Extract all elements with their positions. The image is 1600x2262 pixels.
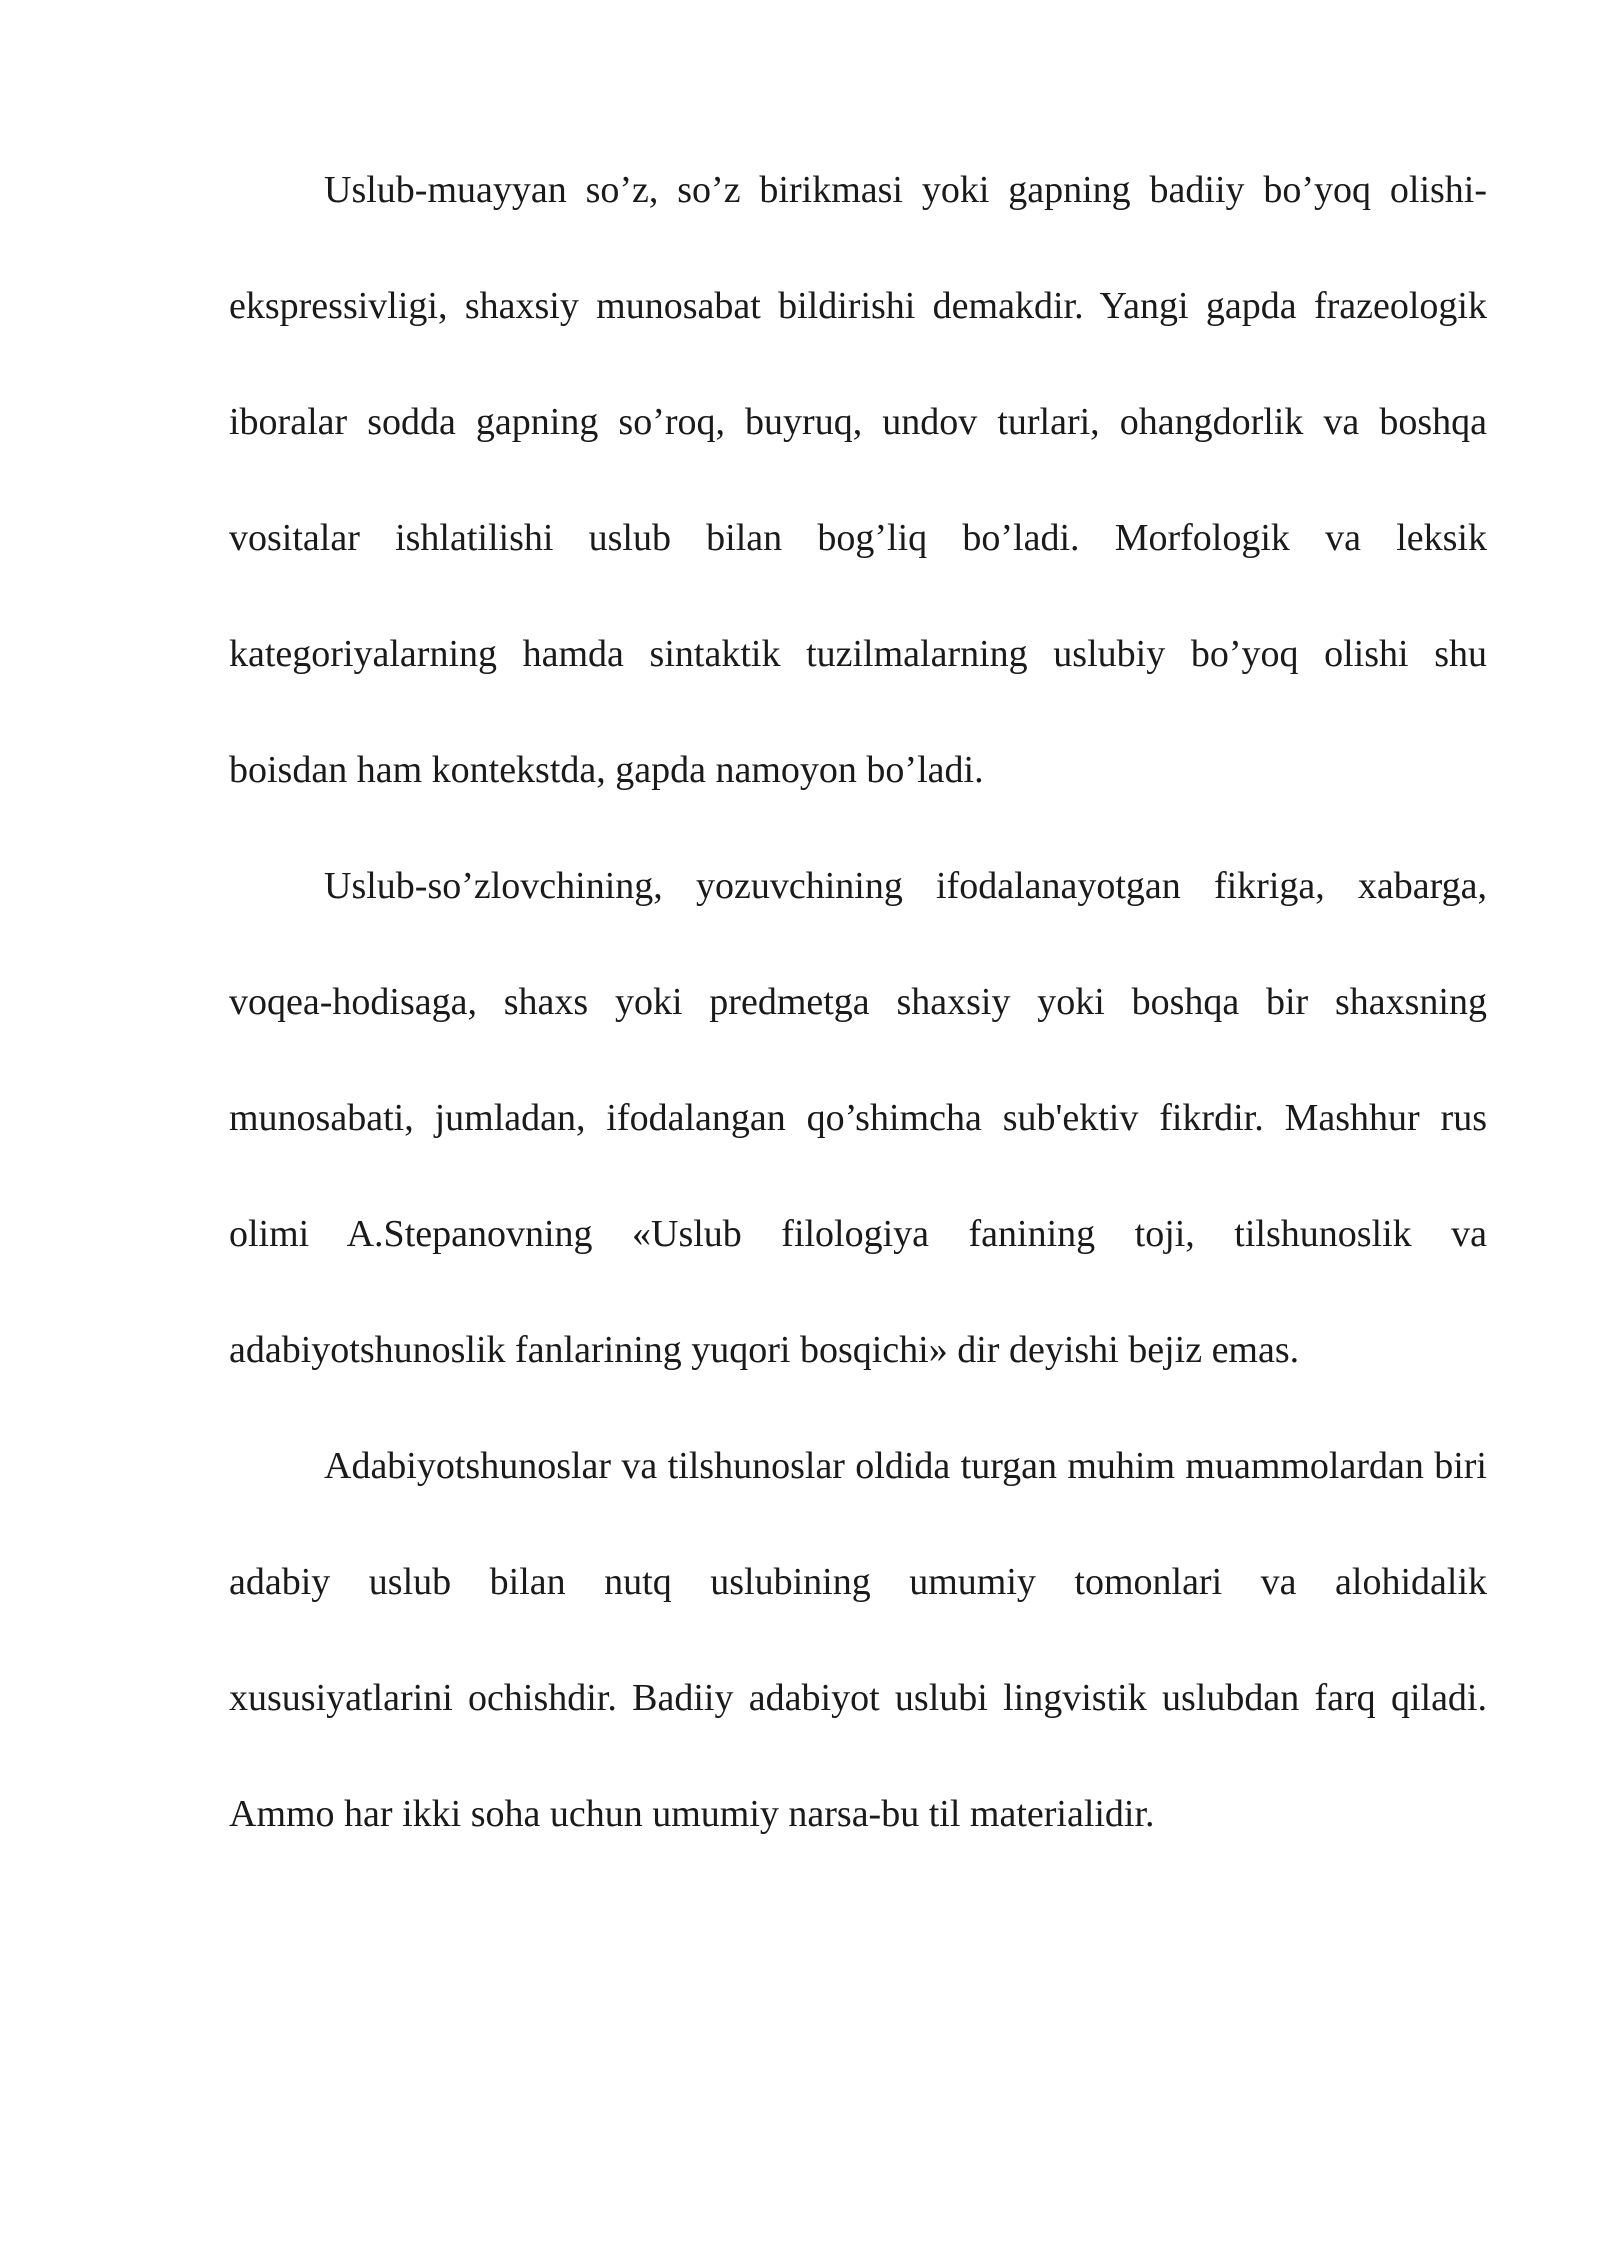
paragraph-uslub-speaker-attitude: Uslub-so’zlovchining, yozuvchining ifodalanayotgan fikriga, xabarga, voqea-hodisaga, shaxs yoki predmetga shaxsiy yoki boshqa bir shaxsning munosabati, jumladan, ifodalangan qo’shimcha sub'ektiv fikrdir. Mashhur rus olimi A.Stepanovning «Uslub filologiya fanining toji, tilshunoslik va adabiyotshunoslik fanlarining yuqori bosqichi» dir deyishi bejiz emas.: [229, 865, 1487, 1371]
paragraph-literary-vs-speech-style: Adabiyotshunoslar va tilshunoslar oldida turgan muhim muammolardan biri adabiy uslub bilan nutq uslubining umumiy tomonlari va alohidalik xususiyatlarini ochishdir. Badiiy adabiyot uslubi lingvistik uslubdan farq qiladi. Ammo har ikki soha uchun umumiy narsa-bu til materialidir.: [229, 1445, 1487, 1835]
document-body: [229, 132, 1487, 1872]
paragraph-uslub-definition: Uslub-muayyan so’z, so’z birikmasi yoki gapning badiiy bo’yoq olishi-ekspressivligi, shaxsiy munosabat bildirishi demakdir. Yangi gapda frazeologik iboralar sodda gapning so’roq, buyruq, undov turlari, ohangdorlik va boshqa vositalar ishlatilishi uslub bilan bog’liq bo’ladi. Morfologik va leksik kategoriyalarning hamda sintaktik tuzilmalarning uslubiy bo’yoq olishi shu boisdan ham kontekstda, gapda namoyon bo’ladi.: [229, 169, 1487, 791]
